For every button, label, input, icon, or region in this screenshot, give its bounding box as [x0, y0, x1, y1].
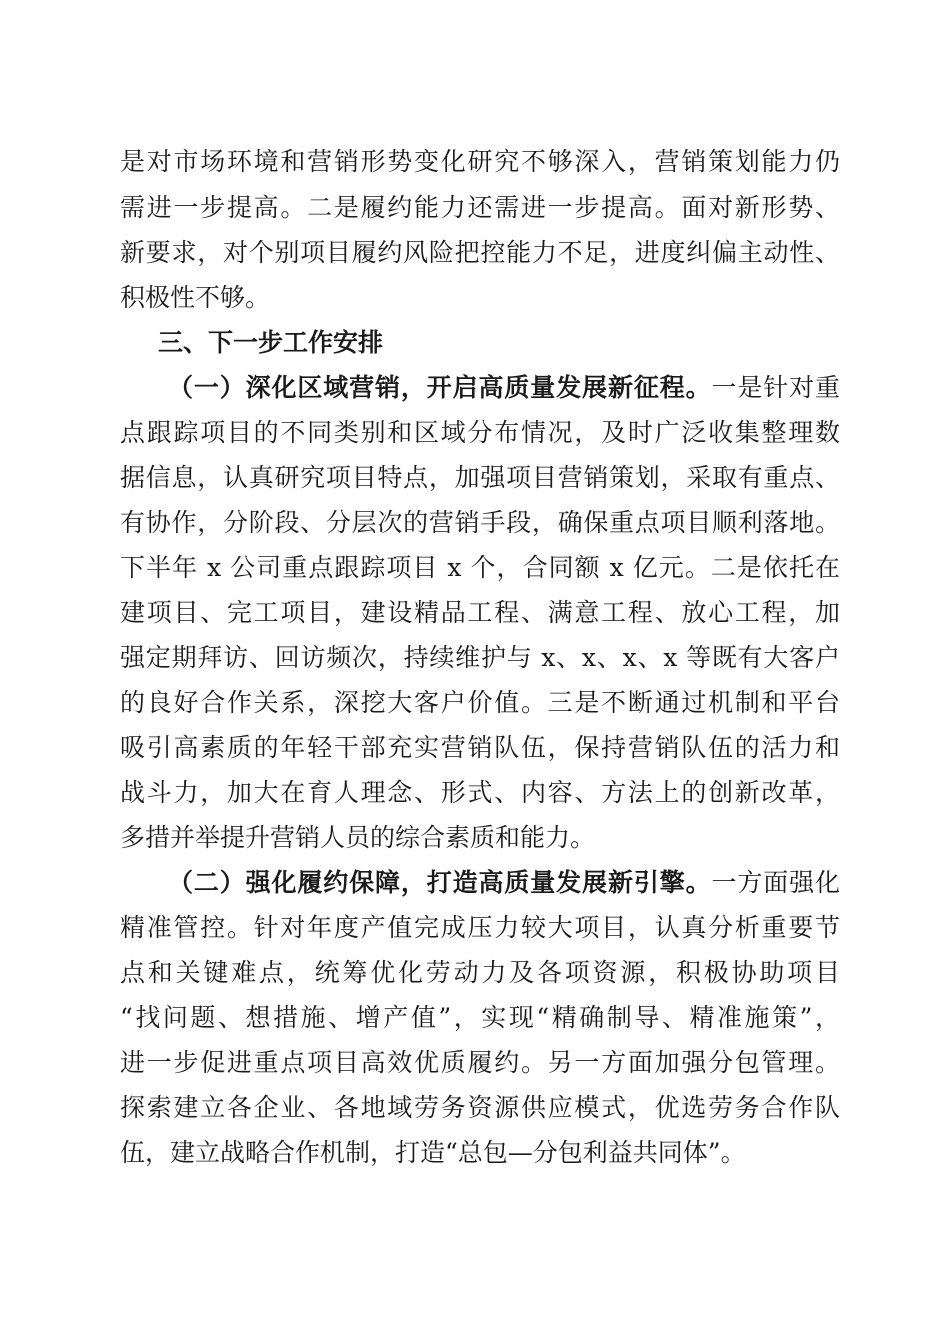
text-line: 下半年 x 公司重点跟踪项目 x 个，合同额 x 亿元。二是依托在 — [120, 553, 840, 582]
text-line: 探索建立各企业、各地域劳务资源供应模式，优选劳务合作队 — [120, 1093, 840, 1122]
paragraph-title-rest: 一方面强化 — [711, 868, 840, 897]
text-line: 战斗力，加大在育人理念、形式、内容、方法上的创新改革， — [120, 778, 840, 807]
text-line: 伍，建立战略合作机制，打造“总包—分包利益共同体”。 — [120, 1138, 746, 1167]
text-line: “找问题、想措施、增产值”，实现“精确制导、精准施策”， — [120, 1003, 840, 1032]
paragraph-first-line — [168, 373, 840, 403]
text-line: 积极性不够。 — [120, 283, 271, 312]
text-line: 据信息，认真研究项目特点，加强项目营销策划，采取有重点、 — [120, 463, 840, 492]
text-line: 精准管控。针对年度产值完成压力较大项目，认真分析重要节 — [120, 913, 840, 942]
text-line: 强定期拜访、回访频次，持续维护与 x、x、x、x 等既有大客户 — [120, 643, 840, 672]
paragraph-title: （二）强化履约保障，打造高质量发展新引擎。 — [168, 868, 712, 897]
paragraph-title: （一）深化区域营销，开启高质量发展新征程。 — [168, 373, 712, 402]
text-line: 多措并举提升营销人员的综合素质和能力。 — [120, 823, 596, 852]
text-line: 需进一步提高。二是履约能力还需进一步提高。面对新形势、 — [120, 193, 840, 222]
text-line: 是对市场环境和营销形势变化研究不够深入，营销策划能力仍 — [120, 147, 840, 176]
text-line: 的良好合作关系，深挖大客户价值。三是不断通过机制和平台 — [120, 688, 840, 717]
text-line: 有协作，分阶段、分层次的营销手段，确保重点项目顺利落地。 — [120, 508, 840, 537]
text-line: 点和关键难点，统筹优化劳动力及各项资源，积极协助项目 — [120, 958, 840, 987]
text-line: 吸引高素质的年轻干部充实营销队伍，保持营销队伍的活力和 — [120, 733, 840, 762]
paragraph-title-rest: 一是针对重 — [711, 373, 840, 402]
text-line: 进一步促进重点项目高效优质履约。另一方面加强分包管理。 — [120, 1048, 840, 1077]
paragraph-first-line — [168, 868, 840, 898]
section-heading: 三、下一步工作安排 — [158, 328, 384, 357]
text-line: 建项目、完工项目，建设精品工程、满意工程、放心工程，加 — [120, 598, 840, 627]
text-line: 点跟踪项目的不同类别和区域分布情况，及时广泛收集整理数 — [120, 418, 840, 447]
text-line: 新要求，对个别项目履约风险把控能力不足，进度纠偏主动性、 — [120, 238, 840, 267]
